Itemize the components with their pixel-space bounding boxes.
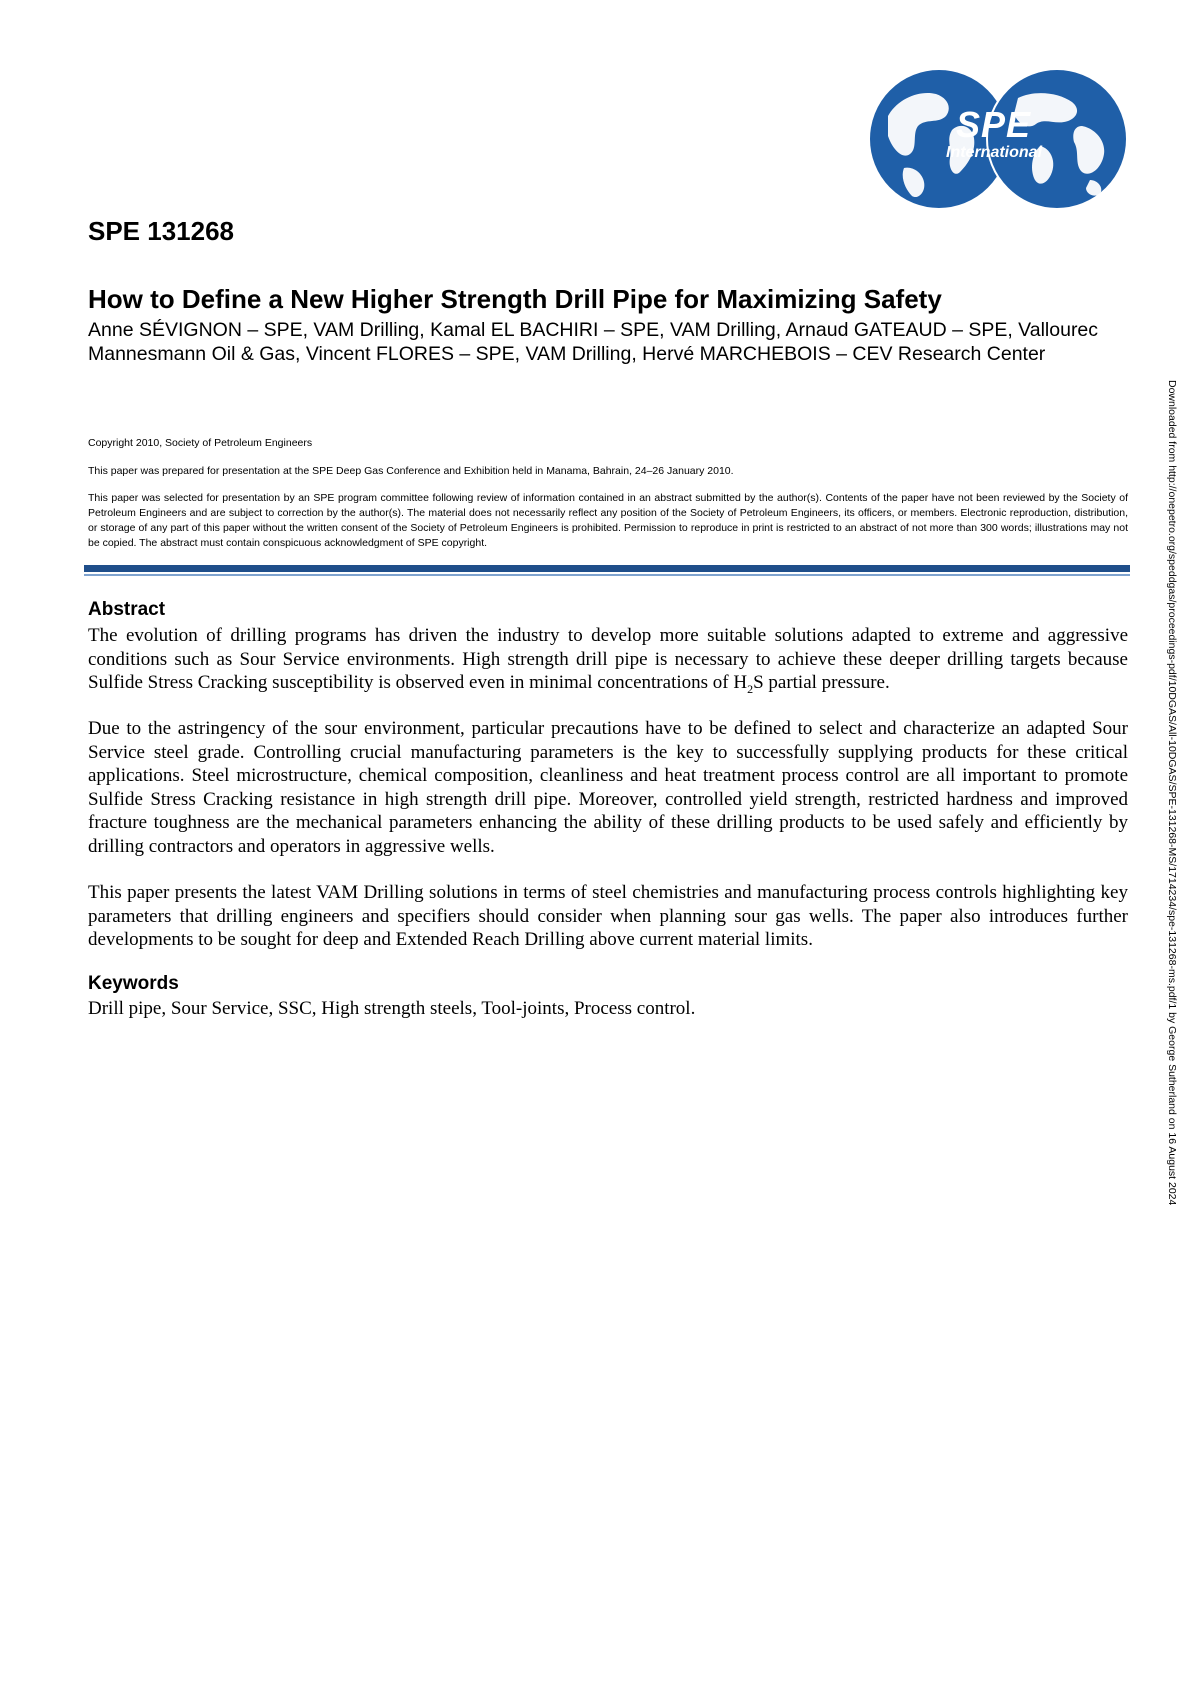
download-watermark-text: Downloaded from http://onepetro.org/speddgas/proceedings-pdf/10DGAS/All-10DGAS/SPE-131268-MS/1714234/spe-131268-ms.pdf/1 by George Sutherland on 16 August 2024 [1166, 380, 1178, 1206]
abstract-paragraph-1 [88, 624, 1128, 695]
paper-title: How to Define a New Higher Strength Drill Pipe for Maximizing Safety [88, 284, 942, 314]
review-disclaimer: This paper was selected for presentation by an SPE program committee following review of information contained in an abstract submitted by the author(s). Contents of the paper have not been reviewed by the Society of Petroleum Engineers and are subject to correction by the author(s). The material does not necessarily reflect any position of the Society of Petroleum Engineers, its officers, or members. Electronic reproduction, distribution, or storage of any part of this paper without the written consent of the Society of Petroleum Engineers is prohibited. Permission to reproduce in print is restricted to an abstract of not more than 300 words; illustrations may not be copied. The abstract must contain conspicuous acknowledgment of SPE copyright. [88, 492, 1128, 549]
abstract-heading: Abstract [88, 599, 166, 620]
logo-brand-text: SPE [956, 104, 1032, 145]
keywords-list: Drill pipe, Sour Service, SSC, High strength steels, Tool-joints, Process control. [88, 998, 696, 1019]
presentation-note: This paper was prepared for presentation at the SPE Deep Gas Conference and Exhibition held in Manama, Bahrain, 24–26 January 2010. [88, 465, 734, 477]
abstract-paragraph-3: This paper presents the latest VAM Drilling solutions in terms of steel chemistries and manufacturing process controls highlighting key parameters that drilling engineers and specifiers should consider when planning sour gas wells. The paper also introduces further developments to be sought for deep and Extended Reach Drilling above current material limits. [88, 882, 1128, 950]
author-list: Anne SÉVIGNON – SPE, VAM Drilling, Kamal EL BACHIRI – SPE, VAM Drilling, Arnaud GATEAUD – SPE, Vallourec Mannesmann Oil & Gas, Vincent FLORES – SPE, VAM Drilling, Hervé MARCHEBOIS – CEV Research Center [88, 319, 1099, 365]
subscript-2: 2 [747, 681, 754, 696]
keywords-heading: Keywords [88, 973, 179, 994]
copyright-notice: Copyright 2010, Society of Petroleum Engineers [88, 437, 313, 449]
abstract-paragraph-2: Due to the astringency of the sour environment, particular precautions have to be defined to select and characterize an adapted Sour Service steel grade. Controlling crucial manufacturing parameters is the key to successfully supplying products for these critical applications. Steel microstructure, chemical composition, cleanliness and heat treatment process control are all important to promote Sulfide Stress Cracking resistance in high strength drill pipe. Moreover, controlled yield strength, restricted hardness and improved fracture toughness are the mechanical parameters enhancing the ability of these drilling products to be used safely and efficiently by drilling contractors and operators in aggressive wells. [88, 718, 1128, 857]
spe-international-logo [868, 68, 1128, 210]
paper-number: SPE 131268 [88, 216, 235, 246]
abstract-p1-end: S partial pressure. [753, 672, 890, 693]
logo-subtitle-text: International [946, 144, 1043, 161]
abstract-p1-text: The evolution of drilling programs has driven the industry to develop more suitable solutions adapted to extreme and aggressive conditions such as Sour Service environments. High strength drill pipe is necessary to achieve these deeper drilling targets because Sulfide Stress Cracking susceptibility is observed even in minimal concentrations of H [88, 625, 1128, 693]
header-divider-thin [84, 574, 1130, 576]
download-watermark [1166, 380, 1190, 1340]
header-divider [84, 565, 1130, 572]
